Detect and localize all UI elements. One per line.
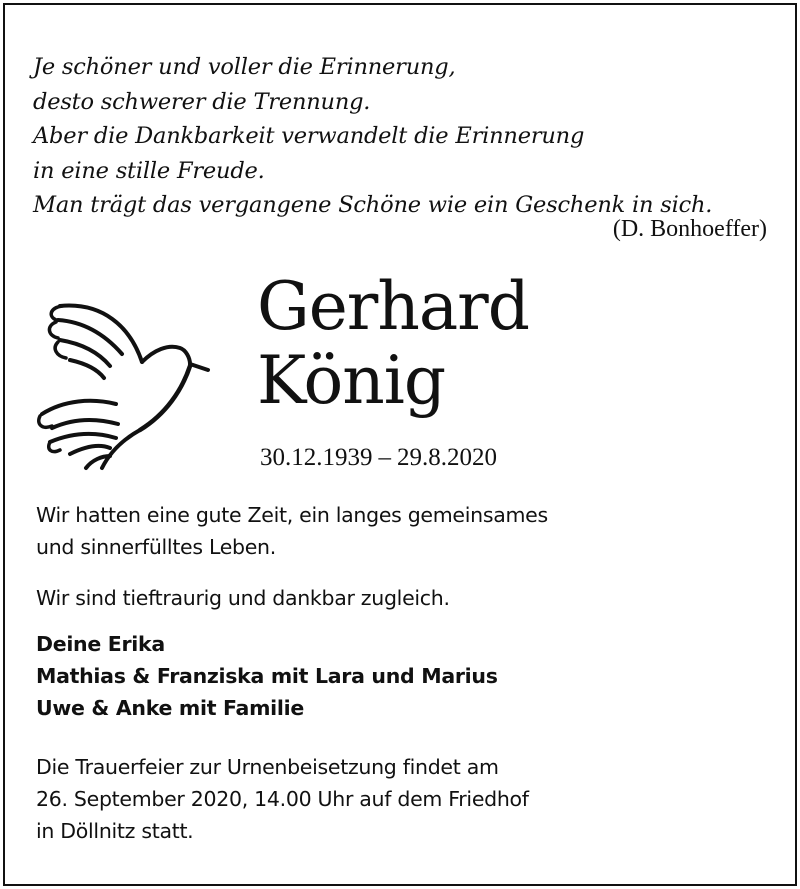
dove-icon	[30, 292, 220, 482]
memorial-quote	[33, 50, 712, 223]
quote-author: (D. Bonhoeffer)	[612, 216, 767, 242]
ceremony-line: Die Trauerfeier zur Urnenbeisetzung findet am	[36, 755, 499, 779]
first-name: Gerhard	[257, 268, 529, 345]
birth-date: 30.12.1939	[260, 444, 373, 471]
ceremony-line: in Döllnitz statt.	[36, 819, 194, 843]
date-separator: –	[378, 444, 391, 471]
quote-line: Man trägt das vergangene Schöne wie ein Geschenk in sich.	[33, 192, 713, 218]
message-line: Wir sind tieftraurig und dankbar zugleich.	[36, 586, 450, 610]
quote-line: Je schöner und voller die Erinnerung,	[33, 54, 456, 80]
quote-line: Aber die Dankbarkeit verwandelt die Erinnerung	[33, 123, 585, 149]
mourners-list	[36, 628, 498, 724]
message-line: und sinnerfülltes Leben.	[36, 535, 276, 559]
ceremony-info	[36, 751, 529, 847]
mourner-name: Uwe & Anke mit Familie	[36, 696, 304, 720]
mourner-name: Mathias & Franziska mit Lara und Marius	[36, 664, 498, 688]
grief-message	[36, 582, 450, 614]
farewell-message	[36, 499, 548, 563]
mourner-name: Deine Erika	[36, 632, 165, 656]
last-name: König	[257, 342, 446, 419]
death-date: 29.8.2020	[397, 444, 497, 471]
quote-line: desto schwerer die Trennung.	[33, 88, 371, 115]
ceremony-line: 26. September 2020, 14.00 Uhr auf dem Friedhof	[36, 787, 529, 811]
quote-line: in eine stille Freude.	[33, 157, 265, 184]
life-dates	[260, 441, 497, 475]
message-line: Wir hatten eine gute Zeit, ein langes gemeinsames	[36, 503, 548, 527]
deceased-name	[257, 270, 529, 418]
